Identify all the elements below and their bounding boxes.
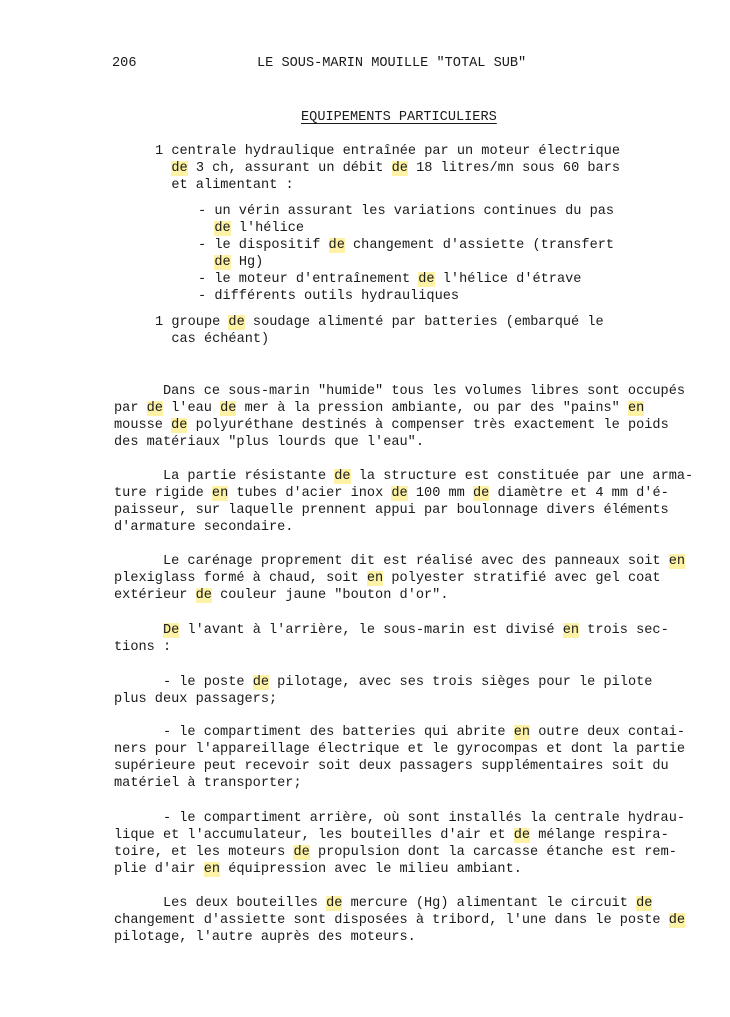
- highlighted-word: de: [214, 221, 231, 236]
- highlighted-word: de: [220, 401, 237, 416]
- highlighted-word: de: [334, 469, 351, 484]
- hydraulic-subitems-list: [198, 203, 614, 305]
- text-line: - le dispositif de changement d'assiette (transfert: [198, 238, 615, 253]
- equipment-item-welding: [155, 314, 604, 348]
- highlighted-word: de: [328, 238, 345, 253]
- paragraph-rear-compartment: [114, 810, 685, 878]
- text-line: plie d'air en équipression avec le milieu ambiant.: [114, 862, 522, 877]
- highlighted-word: de: [146, 401, 163, 416]
- paragraph-fairing: [114, 553, 685, 604]
- highlighted-word: de: [668, 913, 686, 928]
- text-line: tions :: [114, 640, 172, 655]
- text-line: 1 centrale hydraulique entraînée par un moteur électrique: [155, 144, 620, 159]
- highlighted-word: de: [214, 255, 231, 270]
- text-line: par de l'eau de mer à la pression ambiante, ou par des "pains" en: [114, 401, 645, 416]
- text-line: - le poste de pilotage, avec ses trois sièges pour le pilote: [114, 675, 653, 690]
- paragraph-wet-submarine: [114, 383, 685, 451]
- paragraph-structure: [114, 468, 693, 536]
- highlighted-word: de: [391, 486, 408, 501]
- text-line: de Hg): [214, 255, 264, 270]
- text-line: cas échéant): [155, 332, 270, 347]
- highlighted-word: en: [211, 486, 229, 501]
- text-line: - le moteur d'entraînement de l'hélice d'étrave: [198, 272, 582, 287]
- paragraph-sections-intro: [114, 622, 669, 656]
- text-line: matériel à transporter;: [114, 776, 302, 791]
- highlighted-word: de: [326, 896, 343, 911]
- highlighted-word: en: [668, 554, 686, 569]
- text-line: de l'hélice: [214, 221, 305, 236]
- highlighted-word: de: [252, 675, 270, 690]
- highlighted-word: de: [171, 161, 188, 176]
- text-line: de 3 ch, assurant un débit de 18 litres/mn sous 60 bars: [171, 161, 621, 176]
- text-line: Le carénage proprement dit est réalisé avec des panneaux soit en: [114, 554, 686, 569]
- text-line: ture rigide en tubes d'acier inox de 100 mm de diamètre et 4 mm d'é-: [114, 486, 669, 501]
- text-line: mousse de polyuréthane destinés à compenser très exactement le poids: [114, 418, 669, 433]
- paragraph-mercury-bottles: [114, 895, 685, 946]
- text-line: De l'avant à l'arrière, le sous-marin est divisé en trois sec-: [162, 623, 669, 638]
- highlighted-word: De: [162, 623, 180, 638]
- highlighted-word: de: [293, 845, 310, 860]
- highlighted-word: de: [472, 486, 490, 501]
- text-line: des matériaux "plus lourds que l'eau".: [114, 435, 424, 450]
- highlighted-word: en: [366, 571, 384, 586]
- equipment-item-hydraulic: [155, 143, 620, 194]
- section-title: EQUIPEMENTS PARTICULIERS: [301, 110, 497, 125]
- text-line: 1 groupe de soudage alimenté par batteries (embarqué le: [155, 315, 604, 330]
- text-line: plus deux passagers;: [114, 692, 278, 707]
- text-line: pilotage, l'autre auprès des moteurs.: [114, 930, 416, 945]
- paragraph-battery-compartment: [114, 724, 685, 792]
- highlighted-word: en: [562, 623, 580, 638]
- text-line: Les deux bouteilles de mercure (Hg) alimentant le circuit de: [114, 896, 653, 911]
- text-line: ners pour l'appareillage électrique et le gyrocompas et dont la partie: [114, 742, 686, 757]
- text-line: - différents outils hydrauliques: [198, 289, 460, 304]
- text-line: - le compartiment des batteries qui abrite en outre deux contai-: [114, 725, 686, 740]
- highlighted-word: en: [513, 725, 531, 740]
- highlighted-word: de: [391, 161, 408, 176]
- text-line: La partie résistante de la structure est constituée par une arma-: [114, 469, 694, 484]
- running-title: LE SOUS-MARIN MOUILLE "TOTAL SUB": [257, 56, 527, 71]
- text-line: plexiglass formé à chaud, soit en polyester stratifié avec gel coat: [114, 571, 661, 586]
- text-line: supérieure peut recevoir soit deux passagers supplémentaires soit du: [114, 759, 669, 774]
- text-line: lique et l'accumulateur, les bouteilles d'air et de mélange respira-: [114, 828, 669, 843]
- highlighted-word: de: [418, 272, 435, 287]
- text-line: extérieur de couleur jaune "bouton d'or".: [114, 588, 449, 603]
- highlighted-word: de: [228, 315, 245, 330]
- highlighted-word: en: [203, 862, 221, 877]
- text-line: - le compartiment arrière, où sont installés la centrale hydrau-: [114, 811, 686, 826]
- text-line: changement d'assiette sont disposées à tribord, l'une dans le poste de: [114, 913, 686, 928]
- highlighted-word: de: [513, 828, 531, 843]
- paragraph-pilot-station: [114, 674, 652, 708]
- text-line: toire, et les moteurs de propulsion dont la carcasse étanche est rem-: [114, 845, 677, 860]
- highlighted-word: de: [195, 588, 212, 603]
- highlighted-word: de: [636, 896, 653, 911]
- text-line: et alimentant :: [155, 178, 294, 193]
- text-line: Dans ce sous-marin "humide" tous les volumes libres sont occupés: [114, 384, 686, 399]
- text-line: - un vérin assurant les variations continues du pas: [198, 204, 615, 219]
- text-line: paisseur, sur laquelle prennent appui par boulonnage divers éléments: [114, 503, 669, 518]
- page-number: 206: [112, 56, 137, 71]
- highlighted-word: en: [627, 401, 645, 416]
- text-line: d'armature secondaire.: [114, 520, 294, 535]
- highlighted-word: de: [171, 418, 188, 433]
